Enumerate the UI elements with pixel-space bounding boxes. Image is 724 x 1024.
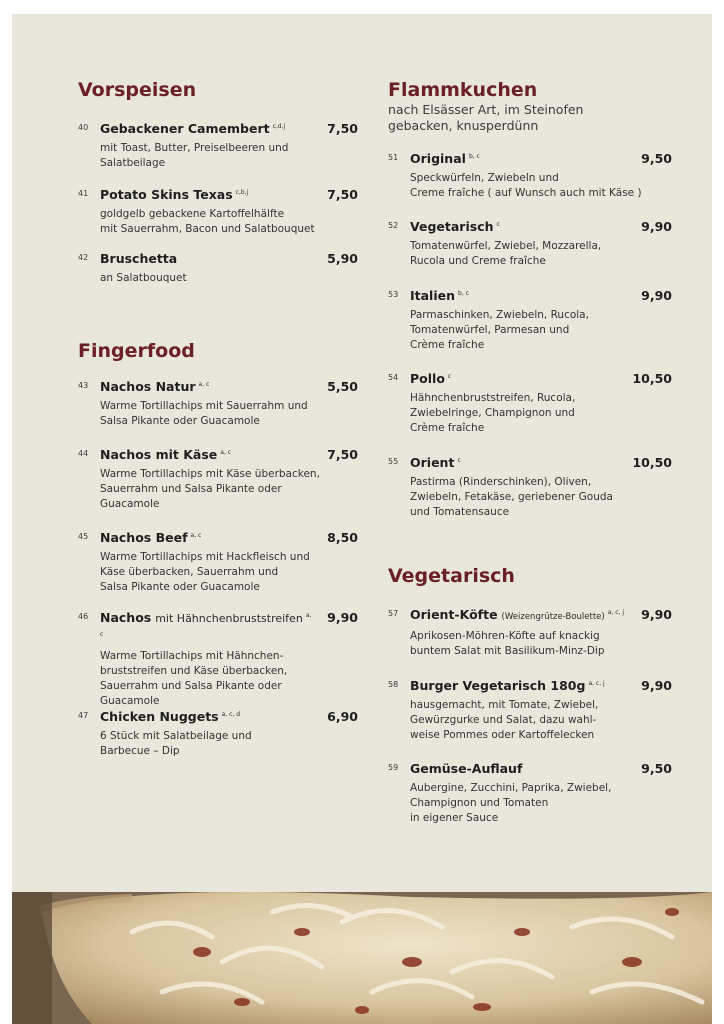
item-name: Nachos mit Käse — [100, 447, 218, 462]
menu-item — [78, 609, 358, 709]
item-description: 6 Stück mit Salatbeilage und Barbecue – Dip — [100, 730, 252, 757]
allergen-codes: c — [447, 372, 452, 380]
section-title-fingerfood: Fingerfood — [78, 340, 195, 362]
item-name: Nachos Natur — [100, 379, 196, 394]
item-name: Original — [410, 151, 466, 166]
item-name: Orient-Köfte — [410, 607, 498, 622]
item-price: 9,50 — [641, 151, 672, 166]
allergen-codes: b, c — [458, 289, 469, 297]
menu-item — [388, 760, 672, 826]
menu-item — [78, 378, 358, 429]
item-price: 7,50 — [327, 447, 358, 462]
item-number: 54 — [388, 373, 399, 382]
item-description: Speckwürfeln, Zwiebeln und Creme fraîche ( auf Wunsch auch mit Käse ) — [410, 172, 642, 199]
item-number: 43 — [78, 381, 89, 390]
item-name: Vegetarisch — [410, 219, 494, 234]
item-number: 53 — [388, 290, 399, 299]
item-price: 9,50 — [641, 761, 672, 776]
item-price: 6,90 — [327, 709, 358, 724]
item-name: Potato Skins Texas — [100, 187, 233, 202]
menu-item — [78, 186, 358, 237]
menu-item — [388, 150, 672, 201]
item-description: hausgemacht, mit Tomate, Zwiebel, Gewürzgurke und Salat, dazu wahl- weise Pommes oder Kartoffelecken — [410, 699, 599, 741]
item-number: 44 — [78, 449, 89, 458]
item-number: 58 — [388, 680, 399, 689]
item-price: 9,90 — [327, 610, 358, 625]
item-price: 9,90 — [641, 678, 672, 693]
allergen-codes: a, c, d — [221, 710, 241, 718]
item-number: 42 — [78, 253, 89, 262]
item-name: Gemüse-Auflauf — [410, 761, 523, 776]
item-description: Aprikosen-Möhren-Köfte auf knackig buntem Salat mit Basilikum-Minz-Dip — [410, 630, 605, 657]
item-name: Pollo — [410, 371, 445, 386]
allergen-codes: a, c, j — [607, 608, 625, 616]
item-number: 55 — [388, 457, 399, 466]
allergen-codes: a, c — [100, 611, 312, 638]
item-price: 10,50 — [632, 455, 672, 470]
menu-item — [388, 677, 672, 743]
item-description: goldgelb gebackene Kartoffelhälfte mit Sauerrahm, Bacon und Salatbouquet — [100, 208, 315, 235]
item-price: 10,50 — [632, 371, 672, 386]
allergen-codes: a, c — [198, 380, 210, 388]
menu-item — [78, 708, 358, 759]
menu-item — [388, 454, 672, 520]
menu-item — [78, 529, 358, 595]
item-price: 8,50 — [327, 530, 358, 545]
item-number: 59 — [388, 763, 399, 772]
item-name: Gebackener Camembert — [100, 121, 270, 136]
item-name-extra: mit Hähnchenbruststreifen — [155, 612, 303, 625]
item-description: Hähnchenbruststreifen, Rucola, Zwiebelringe, Champignon und Crème fraîche — [410, 392, 576, 434]
item-name: Orient — [410, 455, 455, 470]
item-name: Italien — [410, 288, 456, 303]
item-number: 52 — [388, 221, 399, 230]
allergen-codes: c — [496, 220, 500, 228]
item-description: Tomatenwürfel, Zwiebel, Mozzarella, Rucola und Creme fraîche — [410, 240, 602, 267]
item-name: Nachos Beef — [100, 530, 188, 545]
item-description: Warme Tortillachips mit Hackfleisch und Käse überbacken, Sauerrahm und Salsa Pikante oder Guacamole — [100, 551, 310, 593]
flammkuchen-photo-icon — [12, 892, 712, 1024]
menu-item — [388, 218, 672, 269]
allergen-codes: a, c — [190, 531, 202, 539]
item-number: 57 — [388, 609, 399, 618]
item-name-extra: (Weizengrütze-Boulette) — [501, 612, 605, 622]
item-name: Bruschetta — [100, 251, 178, 266]
item-price: 5,50 — [327, 379, 358, 394]
allergen-codes: c,d,j — [272, 122, 286, 130]
item-description: Warme Tortillachips mit Sauerrahm und Salsa Pikante oder Guacamole — [100, 400, 308, 427]
item-number: 46 — [78, 612, 89, 621]
item-name: Burger Vegetarisch 180g — [410, 678, 586, 693]
item-description: Aubergine, Zucchini, Paprika, Zwiebel, Champignon und Tomaten in eigener Sauce — [410, 782, 612, 824]
item-description: Pastirma (Rinderschinken), Oliven, Zwiebeln, Fetakäse, geriebener Gouda und Tomatensauce — [410, 476, 613, 518]
section-title-vegetarisch: Vegetarisch — [388, 565, 515, 587]
item-name: Nachos — [100, 610, 152, 625]
menu-item — [388, 287, 672, 353]
menu-item — [388, 370, 672, 436]
allergen-codes: c — [457, 456, 461, 464]
allergen-codes: a, c, j — [588, 679, 605, 687]
item-name: Chicken Nuggets — [100, 709, 219, 724]
item-number: 41 — [78, 189, 89, 198]
item-number: 45 — [78, 532, 89, 541]
menu-item — [78, 250, 358, 286]
item-price: 7,50 — [327, 121, 358, 136]
allergen-codes: c,b,j — [235, 188, 249, 196]
menu-item — [388, 606, 672, 659]
allergen-codes: a, c — [220, 448, 232, 456]
flammkuchen-photo — [12, 892, 712, 1024]
menu-item — [78, 446, 358, 512]
item-price: 5,90 — [327, 251, 358, 266]
item-description: Parmaschinken, Zwiebeln, Rucola, Tomatenwürfel, Parmesan und Crème fraîche — [410, 309, 589, 351]
item-description: mit Toast, Butter, Preiselbeeren und Salatbeilage — [100, 142, 289, 169]
item-price: 9,90 — [641, 288, 672, 303]
allergen-codes: b, c — [468, 152, 480, 160]
item-number: 47 — [78, 711, 89, 720]
item-price: 9,90 — [641, 219, 672, 234]
item-price: 7,50 — [327, 187, 358, 202]
item-number: 40 — [78, 123, 89, 132]
item-description: Warme Tortillachips mit Käse überbacken, Sauerrahm und Salsa Pikante oder Guacamole — [100, 468, 320, 510]
item-description: Warme Tortillachips mit Hähnchen- bruststreifen und Käse überbacken, Sauerrahm und Salsa Pikante oder Guacamole — [100, 650, 288, 707]
section-subtitle: nach Elsässer Art, im Steinofen gebacken, knusperdünn — [388, 102, 584, 133]
section-title-vorspeisen: Vorspeisen — [78, 79, 197, 101]
item-price: 9,90 — [641, 607, 672, 622]
section-title-flammkuchen: Flammkuchen — [388, 79, 538, 101]
item-number: 51 — [388, 153, 399, 162]
menu-item — [78, 120, 358, 171]
item-description: an Salatbouquet — [100, 272, 187, 284]
